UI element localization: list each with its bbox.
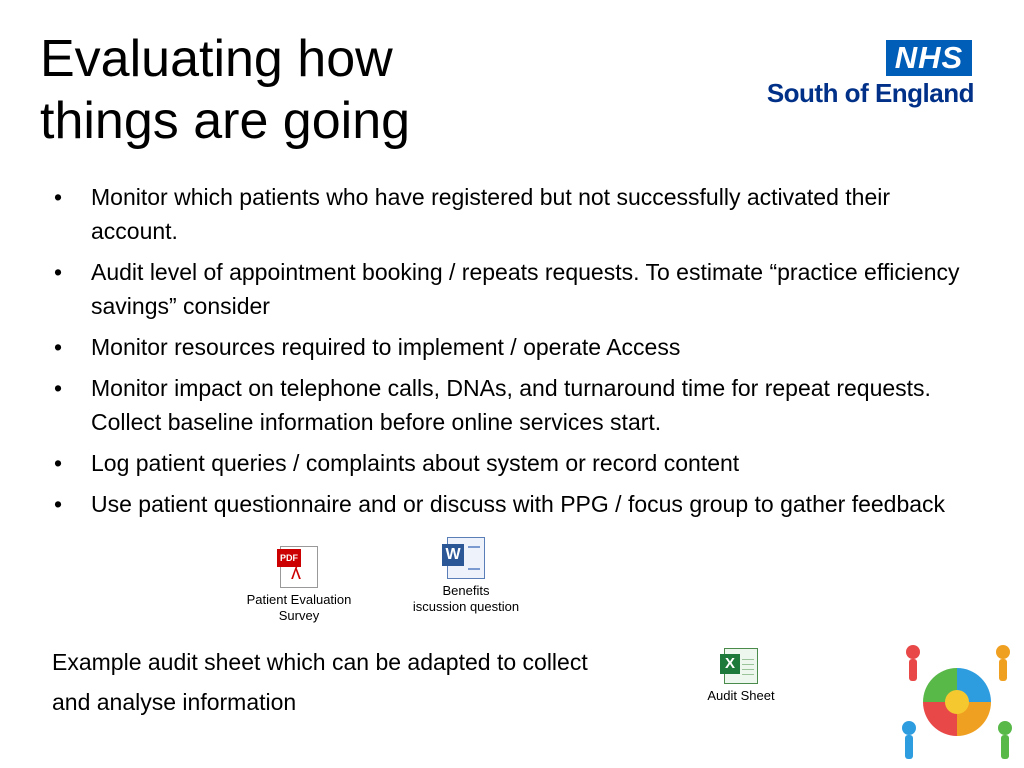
nhs-logo — [742, 40, 978, 112]
attachment-label-line-1: Patient Evaluation — [246, 592, 352, 607]
nhs-logo-mark: NHS — [886, 40, 972, 76]
bullet-item: • Monitor resources required to implement / operate Access — [52, 330, 972, 364]
attachment-label: Audit Sheet — [707, 688, 775, 703]
excel-file-icon: X — [724, 648, 758, 684]
audit-sheet-attachment[interactable] — [700, 648, 782, 704]
footer-text-line-1: Example audit sheet which can be adapted to collect — [52, 649, 588, 675]
bullet-item: • Monitor which patients who have registered but not successfully activated their account. — [52, 180, 972, 248]
bullet-item: • Audit level of appointment booking / repeats requests. To estimate “practice efficiency savings” consider — [52, 255, 972, 323]
bullet-item: • Monitor impact on telephone calls, DNAs, and turnaround time for repeat requests. Collect baseline information before online services start. — [52, 371, 972, 439]
word-file-icon: W — [447, 537, 485, 579]
patient-evaluation-survey-attachment[interactable] — [240, 546, 358, 624]
bullet-item: • Log patient queries / complaints about system or record content — [52, 446, 972, 480]
bullet-list — [52, 180, 972, 528]
pdf-file-icon: PDF ʎ — [280, 546, 318, 588]
attachment-label-line-2: Survey — [278, 608, 320, 623]
title-line-1: Evaluating how — [40, 30, 393, 88]
attachment-label-line-2: iscussion question — [412, 599, 520, 614]
pdf-tag: PDF — [277, 549, 301, 567]
title-line-2: things are going — [40, 92, 411, 150]
benefits-discussion-attachment[interactable] — [404, 537, 528, 615]
nhs-region-name: South of England — [766, 78, 974, 108]
slide-title — [40, 28, 410, 152]
bullet-item: • Use patient questionnaire and or discuss with PPG / focus group to gather feedback — [52, 487, 972, 521]
attachment-label-line-1: Benefits — [442, 583, 490, 598]
footer-text-line-2: and analyse information — [52, 689, 297, 715]
puzzle-people-icon — [895, 640, 1020, 765]
